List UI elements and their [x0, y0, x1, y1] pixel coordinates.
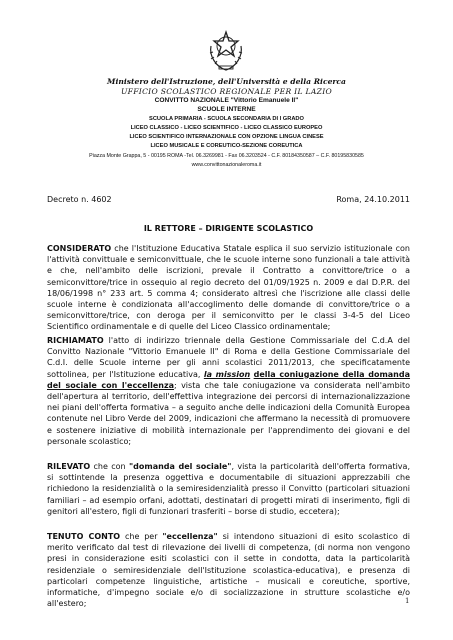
- paragraph-text: che con: [90, 462, 129, 471]
- paragraph-rilevato: [47, 461, 410, 517]
- website-link[interactable]: www.convittonazionaleroma.it: [191, 162, 262, 168]
- paragraph-tenuto-conto: [47, 531, 410, 609]
- paragraph-text: l'atto di indirizzo triennale della Gestione Commissariale del C.d.A del Convitto Nazionale "Vittorio Emanuele II" di Roma e della Gestione Commissariale del C.d.I. delle Scuole interne per gli anni scolastici 2011/2013, che specificatamente sottolinea, per l'Istituzione educativa,: [47, 336, 410, 379]
- document-title: IL RETTORE – DIRIGENTE SCOLASTICO: [143, 224, 314, 233]
- schools-line-2: LICEO CLASSICO - LICEO SCIENTIFICO - LICEO CLASSICO EUROPEO: [130, 125, 323, 131]
- paragraph-text: che per: [120, 532, 163, 541]
- school-name: CONVITTO NAZIONALE "Vittorio Emanuele II": [154, 97, 299, 104]
- decree-number: Decreto n. 4602: [47, 195, 112, 204]
- eccellenza-emphasis: "eccellenza": [162, 532, 218, 541]
- paragraph-lead: TENUTO CONTO: [47, 532, 121, 541]
- place-date: Roma, 24.10.2011: [336, 195, 410, 204]
- schools-line-3: LICEO SCIENTIFICO INTERNAZIONALE CON OPZIONE LINGUA CINESE: [129, 134, 324, 140]
- paragraph-text-cont: , vista la particolarità dell'offerta formativa, si sottintende la presenza oggettiva e documentabile di situazioni apprezzabili che richiedono la residenzialità o la semiresidenzialità presso il Convitto (particolari situazioni familiari – ad esempio orfani, adottati, destinatari di progetti mirati di inserimento, figli di genitori all'estero, figli di funzionari trasferiti – borse di studio, eccetera);: [47, 462, 410, 516]
- paragraph-text-cont: si intendono situazioni di esito scolastico di merito verificato dal test di rilevazione dei livelli di competenza, (di norma non vengono presi in considerazione esiti scolastici con il sette in condotta, data la particolarità residenziale o semiresidenziale dell'Istituzione scolastica-educativa), e presenza di particolari competenze linguistiche, artistiche – musicali e coreutiche, sportive, informatiche, d'impegno sociale e/o di socializzazione in strutture scolastiche e/o all'estero;: [47, 532, 411, 609]
- domanda-sociale-emphasis: "domanda del sociale": [128, 462, 232, 471]
- paragraph-lead: RICHIAMATO: [47, 336, 104, 345]
- regional-office: UFFICIO SCOLASTICO REGIONALE PER IL LAZIO: [120, 87, 333, 96]
- address-line: Piazza Monte Grappa, 5 - 00195 ROMA -Tel. 06.3269981 - Fax 06.3203524 - C.F. 80184350587 – C.F. 80195830585: [89, 153, 364, 159]
- page-number: 1: [405, 597, 410, 605]
- paragraph-richiamato: [47, 335, 410, 447]
- paragraph-lead: RILEVATO: [47, 462, 91, 471]
- ministry-name: Ministero dell'Istruzione, dell'Università e della Ricerca: [107, 77, 346, 86]
- schools-line-4: LICEO MUSICALE E COREUTICO-SEZIONE COREUTICA: [150, 143, 303, 149]
- domanda-eccellenza-emphasis: della coniugazione della domanda del sociale con l'eccellenza: [47, 369, 411, 390]
- schools-line-1: SCUOLA PRIMARIA - SCUOLA SECONDARIA DI I GRADO: [149, 116, 304, 122]
- mission-emphasis: la mission: [203, 369, 251, 379]
- paragraph-text-cont: ; vista che tale coniugazione va considerata nell'ambito dell'apertura al territorio, dell'effettiva integrazione dei percorsi di internazionalizzazione nei piani dell'offerta formativa – a seguito anche delle indicazioni della Comunità Europea contenute nel Libro Verde del 2009, indicazioni che affermano la necessità di promuovere e sostenere iniziative di mobilità internazionale per l'apprendimento dei giovani e del personale scolastico;: [47, 380, 411, 446]
- internal-schools-heading: SCUOLE INTERNE: [197, 106, 256, 113]
- paragraph-considerato: [47, 243, 410, 333]
- paragraph-text: che l'Istituzione Educativa Statale esplica il suo servizio istituzionale con l'attività convittuale e semiconvittuale, che le scuole interne sono funzionali a tale attività e che, nell'ambito delle iscrizioni, prevale il Contratto a convittore/trice o a semiconvittore/trice in ossequio al regio decreto del 01/09/1925 n. 2009 e dal D.P.R. del 18/06/1998 n° 233 art. 5 comma 4; considerato altresì che l'iscrizione alle classi delle scuole interne è condizionata all'accoglimento delle domande di convittore/trice o a semiconvittore/trice, con deroga per il semiconvitto per le classi 3-4-5 del Liceo Scientifico ordinamentale e di quelle del Liceo Classico ordinamentale;: [47, 244, 410, 332]
- paragraph-lead: CONSIDERATO: [47, 244, 112, 253]
- italian-republic-emblem-icon: [206, 28, 246, 74]
